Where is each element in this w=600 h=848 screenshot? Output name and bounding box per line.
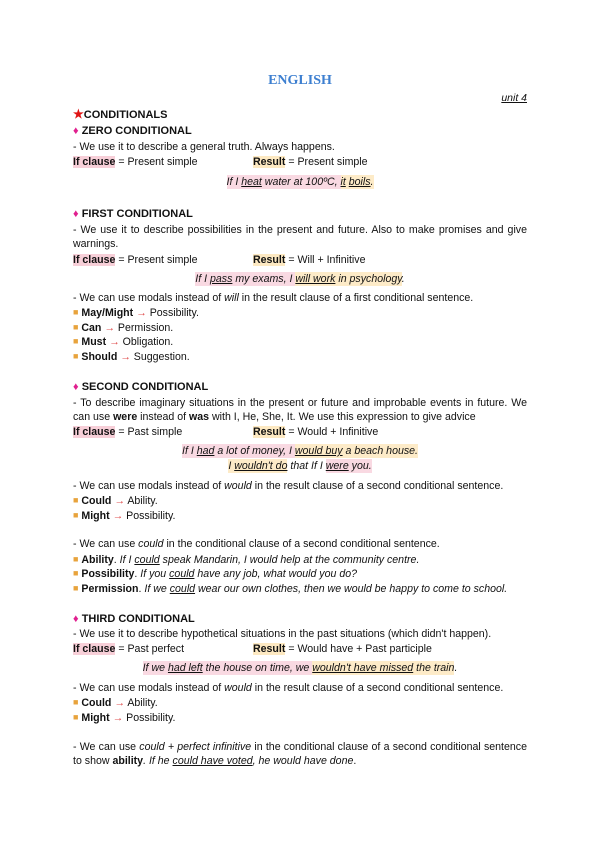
second-modals-intro: - We can use modals instead of would in the result clause of a second conditional sentence. <box>73 480 504 492</box>
second-example-2: I wouldn't do that If I were you. <box>228 460 372 472</box>
third-conditional-heading: ♦ THIRD CONDITIONAL <box>73 613 195 625</box>
third-final-note: - We can use could + perfect infinitive in the conditional clause of a second conditional sentence to show ability. If he could have voted, he would have done. <box>73 741 527 767</box>
if-clause-label: If clause <box>73 156 116 168</box>
second-conditional-heading: ♦ SECOND CONDITIONAL <box>73 381 209 393</box>
third-example: If we had left the house on time, we wouldn't have missed the train. <box>142 662 458 674</box>
bullet-icon: ■ <box>73 583 79 593</box>
diamond-icon: ♦ <box>73 613 79 625</box>
diamond-icon: ♦ <box>73 381 79 393</box>
arrow-icon: → <box>112 510 124 522</box>
bullet-icon: ■ <box>73 568 79 578</box>
arrow-icon: → <box>114 495 125 507</box>
could-use-item: ■ Ability. If I could speak Mandarin, I would help at the community centre. <box>73 554 420 566</box>
could-use-item: ■ Permission. If we could wear our own clothes, then we would be happy to come to school. <box>73 583 508 595</box>
bullet-icon: ■ <box>73 336 79 346</box>
second-description: - To describe imaginary situations in the present or future and improbable events in future. We can use were instead of was with I, He, She, It. We use this expression to give advice <box>73 397 527 423</box>
arrow-icon: → <box>104 322 115 334</box>
bullet-icon: ■ <box>73 322 79 332</box>
modal-item: ■ May/Might → Possibility. <box>73 307 199 319</box>
modal-item: ■ Can → Permission. <box>73 322 174 334</box>
result-label: Result <box>253 156 286 168</box>
first-example: If I pass my exams, I will work in psychology. <box>195 273 405 285</box>
diamond-icon: ♦ <box>73 208 79 220</box>
bullet-icon: ■ <box>73 554 79 564</box>
result-label: Result <box>253 426 286 438</box>
could-use-item: ■ Possibility. If you could have any job, what would you do? <box>73 568 358 580</box>
first-description: - We use it to describe possibilities in the present and future. Also to make promises and give warnings. <box>73 224 527 250</box>
result-label: Result <box>253 643 286 655</box>
bullet-icon: ■ <box>73 307 79 317</box>
first-modals-intro: - We can use modals instead of will in the result clause of a first conditional sentence. <box>73 292 474 304</box>
zero-example: If I heat water at 100ºC, it boils. <box>226 176 374 188</box>
second-formula: If clause = Past simple Result = Would + Infinitive <box>73 426 379 438</box>
unit-label: unit 4 <box>501 92 527 104</box>
zero-formula: If clause = Present simple Result = Present simple <box>73 156 368 168</box>
bullet-icon: ■ <box>73 495 79 505</box>
modal-item: ■ Could → Ability. <box>73 495 158 507</box>
if-clause-label: If clause <box>73 254 116 266</box>
modal-item: ■ Could → Ability. <box>73 697 158 709</box>
third-formula: If clause = Past perfect Result = Would have + Past participle <box>73 643 432 655</box>
zero-conditional-heading: ♦ ZERO CONDITIONAL <box>73 125 192 137</box>
bullet-icon: ■ <box>73 351 79 361</box>
conditionals-heading: ★CONDITIONALS <box>73 107 168 121</box>
bullet-icon: ■ <box>73 697 79 707</box>
bullet-icon: ■ <box>73 510 79 520</box>
arrow-icon: → <box>136 307 147 319</box>
first-conditional-heading: ♦ FIRST CONDITIONAL <box>73 208 193 220</box>
page-title: ENGLISH <box>268 73 332 88</box>
bullet-icon: ■ <box>73 712 79 722</box>
second-could-intro: - We can use could in the conditional clause of a second conditional sentence. <box>73 538 440 550</box>
arrow-icon: → <box>112 712 124 724</box>
modal-item: ■ Must → Obligation. <box>73 336 174 348</box>
if-clause-label: If clause <box>73 426 116 438</box>
star-icon: ★ <box>73 107 84 121</box>
arrow-icon: → <box>120 351 131 363</box>
third-modals-intro: - We can use modals instead of would in the result clause of a second conditional sentence. <box>73 682 504 694</box>
if-clause-label: If clause <box>73 643 116 655</box>
arrow-icon: → <box>114 697 125 709</box>
modal-item: ■ Should → Suggestion. <box>73 351 190 363</box>
zero-description: - We use it to describe a general truth. Always happens. <box>73 141 335 153</box>
arrow-icon: → <box>109 336 120 348</box>
modal-item: ■ Might → Possibility. <box>73 712 176 724</box>
first-formula: If clause = Present simple Result = Will + Infinitive <box>73 254 366 266</box>
modal-item: ■ Might → Possibility. <box>73 510 176 522</box>
result-label: Result <box>253 254 286 266</box>
diamond-icon: ♦ <box>73 125 79 137</box>
third-description: - We use it to describe hypothetical situations in the past situations (which didn't happen). <box>73 628 492 640</box>
second-example-1: If I had a lot of money, I would buy a beach house. <box>182 445 418 457</box>
